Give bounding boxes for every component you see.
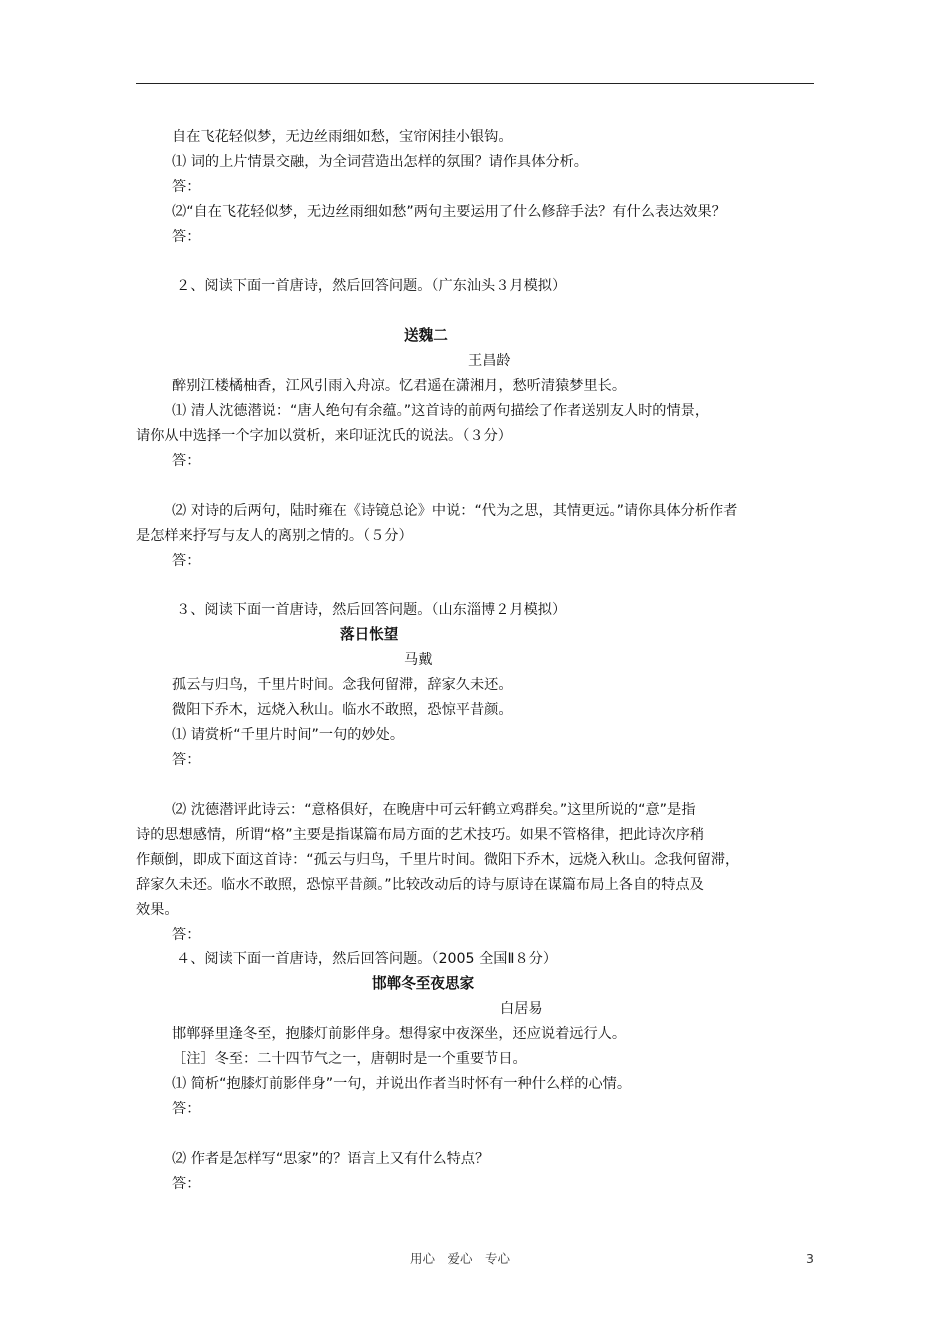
q3-poem-line1: 孤云与归鸟，千里片时间。念我何留滞，辞家久未还。 [172,677,513,693]
q1-sub2: ⑵“自在飞花轻似梦，无边丝雨细如愁”两句主要运用了什么修辞手法？有什么表达效果？ [172,204,726,220]
q3-sub1: ⑴ 请赏析“千里片时间”一句的妙处。 [172,727,405,743]
q2-sub1-line1: ⑴ 清人沈德潜说：“唐人绝句有余蕴。”这首诗的前两句描绘了作者送别友人时的情景， [172,403,710,419]
q3-sub2-line4: 辞家久未还。临水不敢照，恐惊平昔颜。”比较改动后的诗与原诗在谋篇布局上各自的特点及 [136,877,704,893]
q3-poem-line2: 微阳下乔木，远烧入秋山。临水不敢照，恐惊平昔颜。 [172,702,513,718]
q4-sub2: ⑵ 作者是怎样写“思家”的？语言上又有什么特点？ [172,1151,490,1167]
q3-answer2-label: 答： [172,927,201,943]
q4-note: ［注］冬至：二十四节气之一，唐朝时是一个重要节日。 [172,1051,527,1067]
q3-sub2-line1: ⑵ 沈德潜评此诗云：“意格俱好，在晚唐中可云轩鹤立鸡群矣。”这里所说的“意”是指 [172,802,696,818]
q4-answer1-label: 答： [172,1101,201,1117]
page-number: 3 [806,1251,814,1266]
q3-sub2-line2: 诗的思想感情，所谓“格”主要是指谋篇布局方面的艺术技巧。如果不管格律，把此诗次序稍 [136,827,705,843]
q2-poem-author: 王昌龄 [468,353,511,369]
q4-intro: ４、阅读下面一首唐诗，然后回答问题。（2005 全国Ⅱ８分） [176,951,558,967]
q2-answer2-label: 答： [172,553,201,569]
q3-intro: ３、阅读下面一首唐诗，然后回答问题。（山东淄博２月模拟） [176,602,567,618]
q2-poem-text: 醉别江楼橘柚香，江风引雨入舟凉。忆君遥在潇湘月，愁听清猿梦里长。 [172,378,627,394]
header-rule [136,83,814,84]
q3-sub2-line5: 效果。 [136,902,179,918]
q2-sub2-line1: ⑵ 对诗的后两句，陆时雍在《诗镜总论》中说：“代为之思，其情更远。”请你具体分析作者 [172,503,738,519]
q3-answer1-label: 答： [172,752,201,768]
q2-sub2-line2: 是怎样来抒写与友人的离别之情的。（５分） [136,528,413,544]
q1-answer1-label: 答： [172,179,201,195]
q3-poem-title: 落日怅望 [340,626,399,643]
q2-sub1-line2: 请你从中选择一个字加以赏析，来印证沈氏的说法。（３分） [136,428,512,444]
q2-answer1-label: 答： [172,453,201,469]
q3-sub2-line3: 作颠倒，即成下面这首诗：“孤云与归鸟，千里片时间。微阳下乔木，远烧入秋山。念我何留滞， [136,852,740,868]
q1-sub1: ⑴ 词的上片情景交融，为全词营造出怎样的氛围？请作具体分析。 [172,154,588,170]
footer-motto: 用心 爱心 专心 [410,1251,511,1266]
q4-sub1: ⑴ 简析“抱膝灯前影伴身”一句，并说出作者当时怀有一种什么样的心情。 [172,1076,632,1092]
q4-poem-title: 邯郸冬至夜思家 [372,975,475,992]
q1-answer2-label: 答： [172,229,201,245]
q3-poem-author: 马戴 [404,652,433,668]
q4-poem-text: 邯郸驿里逢冬至，抱膝灯前影伴身。想得家中夜深坐，还应说着远行人。 [172,1026,627,1042]
q4-poem-author: 白居易 [500,1001,543,1017]
q2-poem-title: 送魏二 [404,327,448,344]
q1-poem-line: 自在飞花轻似梦，无边丝雨细如愁，宝帘闲挂小银钩。 [172,129,513,145]
q4-answer2-label: 答： [172,1176,201,1192]
q2-intro: ２、阅读下面一首唐诗，然后回答问题。（广东汕头３月模拟） [176,278,567,294]
